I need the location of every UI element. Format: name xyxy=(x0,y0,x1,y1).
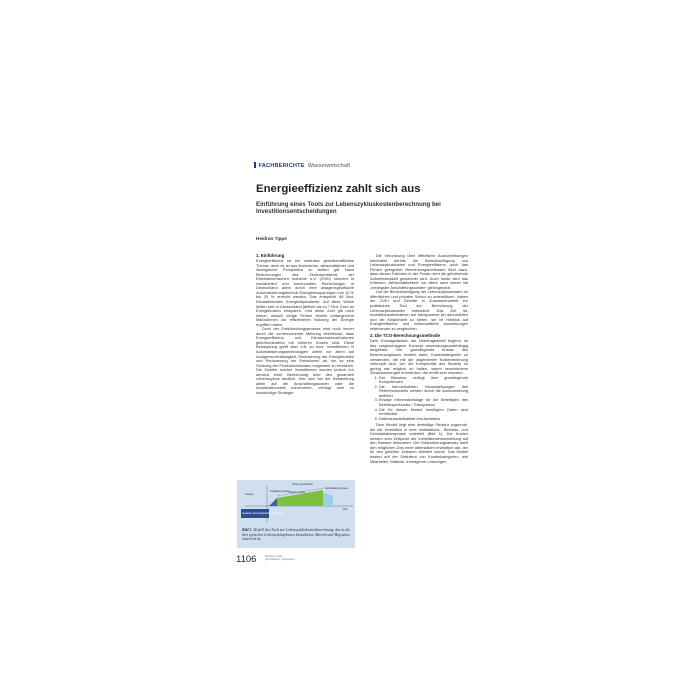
operating-label: Betriebs-phase xyxy=(289,491,306,494)
footer-date: Oktober 2011 xyxy=(265,554,283,558)
article-author: Heidrun Tippe xyxy=(256,236,287,241)
requirements-list xyxy=(370,376,468,421)
figure-lifecycle-model xyxy=(237,480,355,548)
text-column-right xyxy=(370,254,468,464)
heading-tco-method: 2. Die TCO-Berechnungsmethode xyxy=(370,333,441,339)
journal-page xyxy=(228,150,471,565)
benefit-label: Nutzen (gestrichelt) xyxy=(292,483,313,486)
paragraph: Doch der Entscheidungsprozess wird noch immer durch die vorherrschende Meinung beeinflusst, dass Energieeffizienz- und Klimaschutzmaßnahmen gleichbedeutend mit höheren Kosten sind. Diese Behauptung greift aber z.B. zu kurz: Investitionen in Automatisierungstechnologien zielen vor allem auf Anlagenzuverlässigkeit, Reduzierung der Energiekosten und Reduzierung der Emissionen ab, um so eine Senkung der Produktionskosten insgesamt zu erreichen. Die Vorteile solcher Investitionen werden jedoch nur anhand einer Berechnung über den gesamten Lebenszyklus deutlich. Wer sich bei der Betrachtung allein auf die Anschaffungskosten oder die Amortisationszeit konzentriert, verfolgt eine zu kurzsichtige Strategie. xyxy=(256,326,354,395)
decommissioning-label: Deinstallations-phase xyxy=(325,487,348,490)
lifecycle-diagram xyxy=(237,480,355,526)
time-label: Zeit xyxy=(343,508,348,511)
list-item: 2. Die harmonisierten Voraussetzungen des Referenzmodells werden durch die Ausschreibung definiert xyxy=(379,385,468,399)
list-item: 4. Die für dieses Modell benötigten Daten sind ermittelbar xyxy=(379,408,468,417)
article-subtitle: Einführung eines Tools zur Lebenszykluskostenberechnung bei Investitionsentscheidungen xyxy=(256,201,441,216)
installation-label: Installations-phase xyxy=(270,490,290,493)
total-cost-label: Gesamte Lebenszykluskosten (Barwert) xyxy=(242,513,283,515)
rubric-bar xyxy=(254,162,256,168)
page-footer xyxy=(265,555,295,562)
paragraph: Dem Modell liegt eine dreiteilige Struktur zugrunde, die die Investition in eine Installations-, Betriebs- und Deinstallationsphase unterteilt (Bild 1). Die Kosten werden zum Zeitpunkt der Investitionsentscheidung auf den Barwert diskontiert. Der Diskontierungsansatz stellt den möglichen Zins einer alternativen Investition dar, der für den gleichen Zeitraum definiert wurde. Das Modell basiert auf der Definition von Kostenkategorien, wie Mitarbeiter, Material, fremdgenre Leistungen, xyxy=(370,422,468,464)
text-column-left xyxy=(256,254,354,395)
footer-journal: gwf-Wasser | Abwasser xyxy=(265,557,296,562)
figure-caption xyxy=(242,528,352,542)
installation-phase-area xyxy=(269,498,277,506)
paragraph: Dem Grundgedanken der Übertragbarkeit folgend, ist das vorgeschlagene Konzept anwendungsunabhängig aufgebaut. Der grundlegende Ansatz des Berechnungstools besteht darin, Kostenkategorien zu verwenden, die mit der allgemeinen Kostenrechnung verknüpft sind. Um die Komplexität des Modells so gering wie möglich zu halten, waren verschiedene Voraussetzungen erforderlich, die erfüllt sein mussten: xyxy=(370,338,468,376)
article-title: Energieeffizienz zahlt sich aus xyxy=(256,183,421,195)
decommissioning-phase-area xyxy=(323,492,333,506)
section-rubric xyxy=(254,162,350,169)
paragraph: Um die Berücksichtigung der Lebenszykluskosten im öffentlichen und privaten Sektor zu unterstützen, haben der ZVEI und Deloitte in Zusammenarbeit ein praktisches Tool zur Berechnung der Lebenszykluskosten entwickelt. Das Ziel ist, Investitionsalternativen auf transparente Art darzustellen und die Möglichkeit zu bieten, sie im Hinblick auf Energieeffizienz und wirtschaftliche Auswirkungen miteinander zu vergleichen. xyxy=(370,289,468,331)
section-label: FACHBERICHTE xyxy=(258,163,305,169)
paragraph: Die Verordnung über öffentliche Ausschreibungen beinhaltet bereits die Berücksichtigung von Lebenszykluskosten und Energieeffizienz, doch das Fehlen geeigneter Berechnungsmethoden führt dazu, dass diesen Faktoren in der Praxis nicht die gebührende Aufmerksamkeit geschenkt wird. Auch heute wird das Kriterium „Wirtschaftlichkeit“ vor allem noch immer mit „niedrigster Anschaffungskosten“ gleichgesetzt. xyxy=(370,253,468,290)
paragraph: Energieeffizienz ist ein zentrales gesellschaftliches Thema, denn es ist aus technischer, wirtschaftlicher und ökologischer Perspektive zu stellen gilt. Nach Berechnungen des Zentralverbands der Elektrotechnischen Industrie e.V. (ZVEI) könnten in industriellen und kommunalen Einrichtungen in Deutschland allein durch eine anlagenspezifische Automatisierungstechnik Energieeinsparungen von 10 % bis 25 % erreicht werden. Das entspricht 88 Mrd. Kilowattstunden Energieäquivalente. Auf diese Weise ließen sich in Deutschland jährlich bis zu 7 Mrd. Euro an Energiekosten einsparen. Und diese Zahl gilt noch immer, obwohl einige Firmen bereits umfangreiche Maßnahmen zur effizienteren Nutzung der Energie ergriffen haben. xyxy=(256,258,354,327)
list-item: 3. Einzige Informationslage für die Beteiligten des Betriebspersonals / Transparenz xyxy=(379,398,468,407)
list-item: 1. Der Benutzer verfügt über grundlegende Kompetenzen xyxy=(379,376,468,385)
figure-caption-label: Bild 1. xyxy=(242,528,253,532)
heading-introduction: 1. Einführung xyxy=(256,253,285,258)
list-item: 5. Datenauswählbarkeit des Anbieters xyxy=(379,417,468,422)
page-number: 1106 xyxy=(236,554,257,565)
costs-label: Kosten xyxy=(245,492,254,496)
subsection-label: Wasserwirtschaft xyxy=(307,163,351,169)
figure-caption-text: Modell des Tools zur Lebenszykluskostenberechnung, das in die drei typischen Lebenszyklusphasen Installation, Betrieb und Migration unterteilt ist. xyxy=(242,528,351,542)
